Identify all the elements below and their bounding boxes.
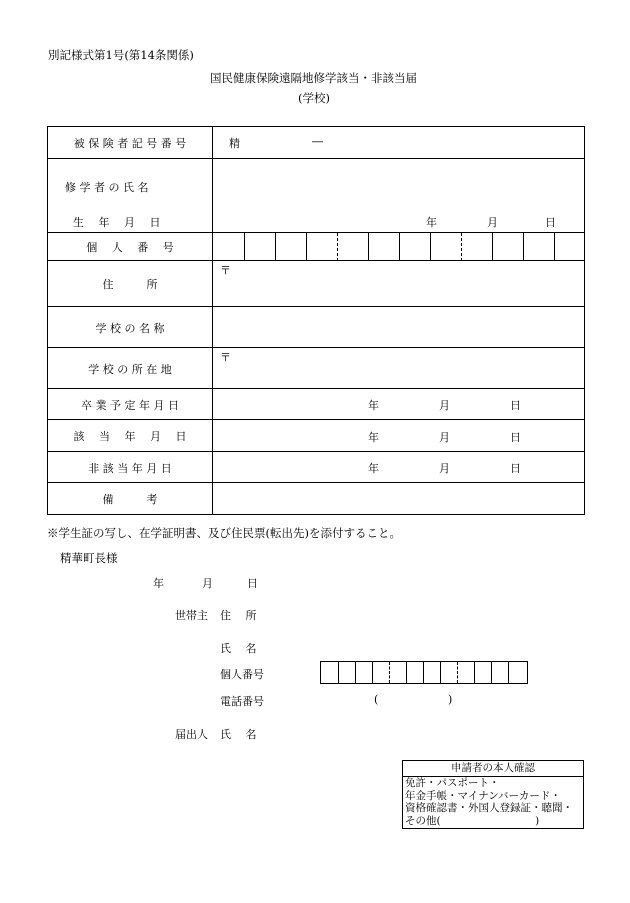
digit-box[interactable] <box>399 233 431 261</box>
digit-box[interactable] <box>321 662 339 683</box>
digit-box[interactable] <box>492 233 524 261</box>
digit-box[interactable] <box>244 233 276 261</box>
householder-label: 世帯主 <box>175 609 208 622</box>
identity-check-line: その他( ) <box>405 814 540 827</box>
school-name-label: 学 校 の 名 称 <box>48 307 213 348</box>
birth-day: 日 <box>545 216 556 229</box>
applicable-year: 年 <box>368 431 379 444</box>
householder-address-label: 住 所 <box>220 609 257 622</box>
applicable-label: 該 当 年 月 日 <box>48 420 213 452</box>
addressee: 精華町長様 <box>60 551 118 565</box>
submit-year: 年 <box>153 577 164 590</box>
digit-box[interactable] <box>474 662 492 683</box>
attachment-note: ※学生証の写し、在学証明書、及び住民票(転出先)を添付すること。 <box>47 526 401 540</box>
student-name-field[interactable] <box>213 159 584 204</box>
insured-number-label: 被 保 険 者 記 号 番 号 <box>48 127 213 158</box>
identity-check-line: 年金手帳・マイナンバーカード・ <box>405 789 561 802</box>
row-student-name <box>48 158 584 233</box>
digit-box[interactable] <box>554 233 584 261</box>
phone-paren-open: ( <box>374 693 379 706</box>
digit-box[interactable] <box>355 662 373 683</box>
not-applicable-year: 年 <box>368 462 379 475</box>
birth-month: 月 <box>487 216 498 229</box>
notifier-label: 届出人 <box>175 728 208 741</box>
digit-box[interactable] <box>372 662 390 683</box>
householder-mynumber-boxes[interactable] <box>320 661 528 684</box>
digit-box[interactable] <box>337 233 369 261</box>
not-applicable-month: 月 <box>439 462 450 475</box>
student-label-cell <box>48 159 213 233</box>
graduation-label: 卒 業 予 定 年 月 日 <box>48 389 213 420</box>
address-label: 住 所 <box>48 261 213 307</box>
remarks-label: 備 考 <box>48 483 213 515</box>
graduation-month: 月 <box>439 399 450 412</box>
row-school-address <box>48 347 584 389</box>
phone-paren-close: ) <box>448 693 453 706</box>
notifier-name-label: 氏 名 <box>220 728 257 741</box>
identity-check-line: 資格確認書・外国人登録証・聴聞・ <box>405 802 573 814</box>
form-subtitle: (学校) <box>298 91 330 105</box>
student-name-label: 修 学 者 の 氏 名 <box>65 181 149 194</box>
digit-box[interactable] <box>213 233 245 261</box>
digit-box[interactable] <box>440 662 458 683</box>
digit-box[interactable] <box>338 662 356 683</box>
not-applicable-day: 日 <box>510 462 521 475</box>
address-field[interactable] <box>213 261 584 307</box>
row-address <box>48 260 584 307</box>
application-table <box>47 126 585 515</box>
graduation-year: 年 <box>368 399 379 412</box>
school-address-label: 学 校 の 所 在 地 <box>48 348 213 389</box>
householder-name-label: 氏 名 <box>220 642 257 655</box>
form-title: 国民健康保険遠隔地修学該当・非該当届 <box>210 71 417 85</box>
school-postal-mark: 〒 <box>220 351 231 364</box>
applicable-day: 日 <box>510 431 521 444</box>
insured-prefix: 精 <box>229 137 240 150</box>
identity-check-title: 申請者の本人確認 <box>403 761 583 777</box>
form-number: 別記様式第1号(第14条関係) <box>48 48 194 62</box>
digit-box[interactable] <box>275 233 307 261</box>
insured-number-field[interactable] <box>213 127 584 158</box>
householder-phone-label: 電話番号 <box>220 695 264 708</box>
graduation-day: 日 <box>510 399 521 412</box>
school-address-field[interactable] <box>213 348 584 389</box>
not-applicable-label: 非 該 当 年 月 日 <box>48 452 213 483</box>
row-not-applicable-date <box>48 451 584 483</box>
digit-box[interactable] <box>306 233 338 261</box>
submit-day: 日 <box>247 577 258 590</box>
row-applicable-date <box>48 419 584 452</box>
householder-mynumber-label: 個人番号 <box>220 668 264 681</box>
digit-box[interactable] <box>423 662 441 683</box>
digit-box[interactable] <box>523 233 555 261</box>
row-insured-number <box>48 127 584 158</box>
row-remarks <box>48 482 584 515</box>
digit-box[interactable] <box>406 662 424 683</box>
row-graduation-date <box>48 388 584 420</box>
digit-box[interactable] <box>430 233 462 261</box>
mynumber-boxes[interactable] <box>213 233 584 261</box>
row-school-name <box>48 306 584 348</box>
applicable-month: 月 <box>439 431 450 444</box>
digit-box[interactable] <box>461 233 493 261</box>
submit-month: 月 <box>202 577 213 590</box>
identity-check-box <box>402 760 584 829</box>
row-mynumber <box>48 232 584 261</box>
digit-box[interactable] <box>491 662 509 683</box>
address-postal-mark: 〒 <box>220 264 231 277</box>
school-name-field[interactable] <box>213 307 584 348</box>
digit-box[interactable] <box>389 662 407 683</box>
remarks-field[interactable] <box>213 483 584 515</box>
digit-box[interactable] <box>508 662 527 683</box>
digit-box[interactable] <box>368 233 400 261</box>
birth-year: 年 <box>426 216 437 229</box>
mynumber-label: 個 人 番 号 <box>48 233 213 261</box>
digit-box[interactable] <box>457 662 475 683</box>
identity-check-line: 免許・パスポート・ <box>405 777 500 789</box>
insured-dash: ― <box>312 135 323 148</box>
birthdate-label: 生 年 月 日 <box>73 216 161 229</box>
